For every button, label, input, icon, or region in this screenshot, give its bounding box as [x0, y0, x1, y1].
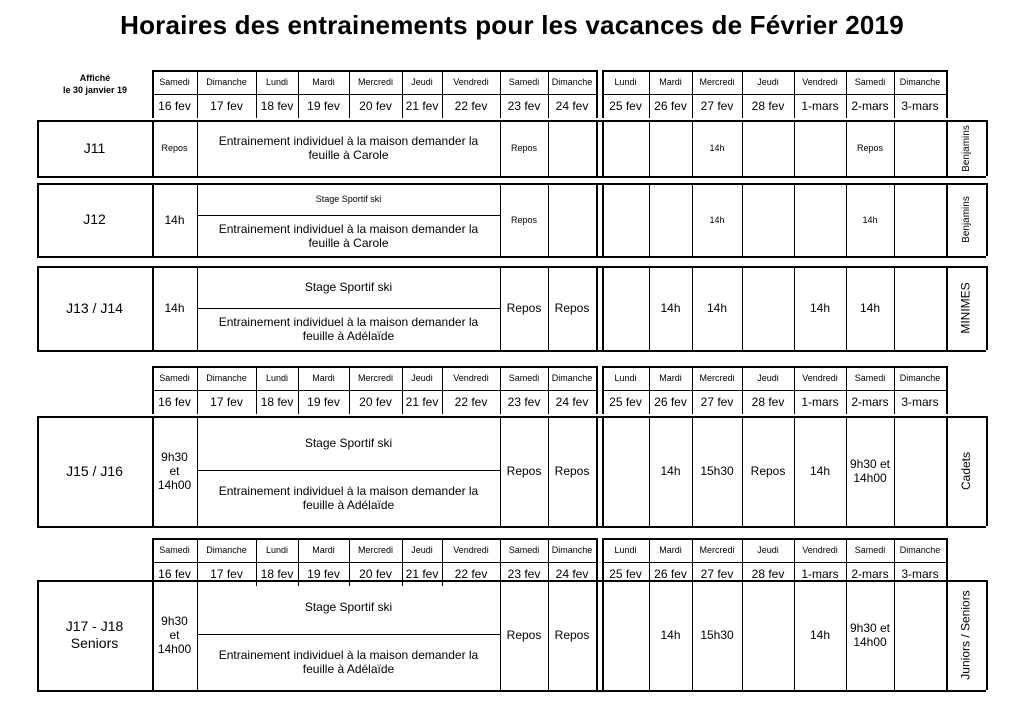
cell-time: 14h [859, 301, 881, 315]
date-header: 19 fev [307, 567, 340, 581]
grid-hline [37, 526, 986, 528]
grid-vline [692, 366, 693, 414]
category-label: Benjamins [960, 196, 972, 243]
home-training: Entrainement individuel à la maison demander la feuille à Carole [218, 134, 479, 162]
cell-repos: Repos [161, 143, 188, 153]
day-header: Mardi [659, 545, 682, 555]
grid-vline [596, 580, 598, 690]
grid-vline [596, 183, 598, 256]
date-header: 17 fev [210, 567, 243, 581]
cell-time: 14h [706, 301, 728, 315]
grid-hline [37, 690, 986, 692]
cell-time: 14h [660, 301, 681, 315]
date-header: 28 fev [751, 395, 785, 409]
ski-camp: Stage Sportif ski [304, 280, 393, 294]
grid-vline [742, 266, 743, 350]
day-header: Samedi [508, 545, 540, 555]
day-header: Vendredi [453, 545, 489, 555]
grid-vline [846, 70, 847, 118]
day-header: Samedi [854, 545, 886, 555]
grid-vline [152, 538, 154, 586]
date-header: 17 fev [210, 99, 243, 113]
grid-vline [986, 416, 988, 526]
grid-vline [602, 266, 604, 350]
date-header: 23 fev [507, 567, 541, 581]
grid-vline [442, 366, 443, 414]
grid-vline [894, 183, 895, 256]
date-header: 19 fev [307, 99, 340, 113]
cell-time: 14h [709, 143, 725, 153]
day-header: Mercredi [699, 77, 735, 87]
date-header: 25 fev [609, 99, 642, 113]
grid-vline [442, 70, 443, 118]
grid-vline [596, 70, 598, 118]
cell-repos: Repos [750, 464, 786, 478]
grid-vline [298, 538, 299, 586]
day-header: Lundi [614, 77, 637, 87]
day-header: Mercredi [357, 373, 393, 383]
team-label: J17 - J18 Seniors [65, 618, 124, 651]
page-title: Horaires des entrainements pour les vacances de Février 2019 [120, 10, 904, 40]
cell-repos: Repos [506, 301, 542, 315]
date-header: 22 fev [454, 567, 488, 581]
date-header: 19 fev [307, 395, 340, 409]
grid-vline [256, 538, 257, 586]
date-header: 22 fev [454, 99, 488, 113]
cell-repos: Repos [510, 143, 537, 153]
grid-vline [692, 70, 693, 118]
category-label: Benjamins [960, 124, 972, 172]
day-header: Samedi [508, 77, 540, 87]
date-header: 22 fev [454, 395, 488, 409]
grid-vline [349, 366, 350, 414]
grid-vline [894, 266, 895, 350]
grid-vline [596, 266, 598, 350]
cell-time: 14h [164, 301, 185, 315]
date-header: 23 fev [507, 99, 541, 113]
grid-vline [946, 366, 948, 414]
grid-vline [794, 538, 795, 586]
grid-vline [894, 416, 895, 526]
day-header: Samedi [159, 373, 190, 383]
grid-vline [602, 70, 604, 118]
grid-vline [794, 183, 795, 256]
date-header: 28 fev [751, 567, 785, 581]
date-header: 17 fev [210, 395, 243, 409]
grid-vline [500, 538, 501, 586]
grid-vline [742, 538, 743, 586]
day-header: Samedi [854, 77, 886, 87]
grid-vline [500, 366, 501, 414]
cell-time: 9h30 et 14h00 [157, 450, 192, 492]
day-header: Mardi [659, 77, 682, 87]
cell-time: 14h [660, 464, 681, 478]
grid-vline [742, 580, 743, 690]
day-header: Lundi [265, 373, 289, 383]
grid-vline [946, 70, 948, 118]
cell-time: 15h30 [700, 464, 734, 478]
date-header: 18 fev [260, 567, 294, 581]
day-header: Lundi [265, 77, 289, 87]
grid-vline [402, 538, 403, 586]
day-header: Vendredi [453, 77, 489, 87]
day-header: Vendredi [802, 545, 838, 555]
day-header: Jeudi [411, 545, 433, 555]
home-training: Entrainement individuel à la maison demander la feuille à Adélaïde [218, 648, 479, 676]
grid-vline [846, 366, 847, 414]
day-header: Mercredi [357, 545, 393, 555]
day-header: Dimanche [899, 77, 941, 87]
category-label: MINIMES [959, 282, 973, 334]
date-header: 2-mars [851, 395, 889, 409]
date-header: 3-mars [901, 99, 939, 113]
grid-vline [197, 70, 198, 118]
grid-vline [298, 70, 299, 118]
day-header: Lundi [265, 545, 289, 555]
cell-repos: Repos [506, 464, 542, 478]
cell-time: 14h [809, 628, 831, 642]
grid-vline [602, 120, 604, 176]
day-header: Samedi [159, 77, 190, 87]
cell-time: 15h30 [700, 628, 734, 642]
day-header: Mardi [659, 373, 682, 383]
grid-vline [986, 266, 988, 350]
date-header: 16 fev [158, 99, 191, 113]
cell-repos: Repos [554, 628, 590, 642]
cell-repos: Repos [554, 464, 590, 478]
date-header: 20 fev [359, 567, 392, 581]
day-header: Jeudi [411, 77, 433, 87]
cell-time: 14h [809, 301, 831, 315]
grid-vline [649, 120, 650, 176]
day-header: Mercredi [699, 545, 735, 555]
grid-vline [602, 183, 604, 256]
grid-vline [742, 120, 743, 176]
day-header: Samedi [159, 545, 190, 555]
team-label: J11 [83, 139, 106, 156]
ski-camp: Stage Sportif ski [304, 436, 393, 450]
day-header: Mercredi [699, 373, 735, 383]
date-header: 21 fev [405, 395, 439, 409]
grid-vline [152, 70, 154, 118]
grid-vline [794, 70, 795, 118]
grid-vline [894, 120, 895, 176]
grid-vline [602, 416, 604, 526]
date-header: 3-mars [901, 567, 939, 581]
day-header: Dimanche [551, 77, 593, 87]
grid-vline [794, 120, 795, 176]
grid-vline [197, 366, 198, 414]
grid-vline [548, 183, 549, 256]
cell-time: 14h [709, 214, 725, 225]
grid-vline [986, 183, 988, 256]
home-training: Entrainement individuel à la maison demander la feuille à Adélaïde [218, 315, 479, 343]
date-header: 18 fev [260, 99, 294, 113]
grid-vline [742, 70, 743, 118]
category-label: Cadets [959, 451, 973, 491]
date-header: 16 fev [158, 395, 191, 409]
grid-vline [596, 120, 598, 176]
date-header: 28 fev [751, 99, 785, 113]
ski-camp: Stage Sportif ski [315, 194, 382, 204]
date-header: 25 fev [609, 395, 642, 409]
grid-vline [649, 538, 650, 586]
home-training: Entrainement individuel à la maison demander la feuille à Carole [218, 221, 479, 250]
grid-vline [500, 70, 501, 118]
day-header: Lundi [614, 373, 637, 383]
grid-vline [548, 120, 549, 176]
day-header: Mardi [312, 545, 335, 555]
date-header: 26 fev [654, 99, 687, 113]
day-header: Dimanche [206, 77, 247, 87]
grid-vline [742, 183, 743, 256]
date-header: 24 fev [555, 567, 589, 581]
grid-vline [649, 366, 650, 414]
grid-vline [548, 538, 549, 586]
date-header: 21 fev [405, 99, 439, 113]
day-header: Lundi [614, 545, 637, 555]
day-header: Jeudi [757, 373, 779, 383]
grid-vline [602, 580, 604, 690]
grid-vline [649, 183, 650, 256]
ski-camp: Stage Sportif ski [304, 600, 393, 614]
grid-vline [197, 538, 198, 586]
day-header: Jeudi [757, 77, 779, 87]
date-header: 21 fev [405, 567, 439, 581]
date-header: 3-mars [901, 395, 939, 409]
date-header: 18 fev [260, 395, 294, 409]
category-label: Juniors / Seniors [959, 590, 973, 680]
grid-vline [442, 538, 443, 586]
grid-vline [602, 366, 604, 414]
date-header: 26 fev [654, 567, 687, 581]
grid-hline [37, 350, 986, 352]
day-header: Dimanche [551, 373, 593, 383]
date-header: 2-mars [851, 567, 889, 581]
day-header: Dimanche [206, 373, 247, 383]
grid-vline [894, 366, 895, 414]
grid-hline [37, 176, 986, 178]
day-header: Jeudi [411, 373, 433, 383]
cell-time: 14h [809, 464, 831, 478]
grid-vline [596, 416, 598, 526]
day-header: Dimanche [899, 373, 941, 383]
grid-vline [692, 538, 693, 586]
team-label: J12 [83, 211, 106, 227]
date-header: 27 fev [700, 567, 734, 581]
grid-vline [548, 366, 549, 414]
date-header: 27 fev [700, 395, 734, 409]
grid-vline [894, 538, 895, 586]
date-header: 20 fev [359, 99, 392, 113]
day-header: Dimanche [206, 545, 247, 555]
grid-vline [742, 366, 743, 414]
grid-vline [548, 70, 549, 118]
grid-vline [649, 70, 650, 118]
grid-vline [256, 70, 257, 118]
team-label: J13 / J14 [66, 299, 123, 316]
date-header: 1-mars [801, 395, 839, 409]
date-header: 27 fev [700, 99, 734, 113]
cell-repos: Repos [510, 214, 537, 225]
date-header: 26 fev [654, 395, 687, 409]
grid-vline [794, 366, 795, 414]
grid-vline [402, 70, 403, 118]
day-header: Vendredi [802, 373, 838, 383]
grid-vline [846, 538, 847, 586]
cell-time: 9h30 et 14h00 [849, 457, 891, 485]
day-header: Vendredi [453, 373, 489, 383]
date-header: 16 fev [158, 567, 191, 581]
grid-hline [37, 256, 986, 258]
day-header: Samedi [854, 373, 886, 383]
grid-vline [402, 366, 403, 414]
date-header: 20 fev [359, 395, 392, 409]
team-label: J15 / J16 [66, 462, 123, 479]
cell-time: 14h [164, 212, 185, 227]
date-header: 25 fev [609, 567, 642, 581]
cell-time: 14h [862, 214, 878, 225]
date-header: 24 fev [555, 99, 589, 113]
cell-time: 9h30 et 14h00 [157, 614, 192, 656]
grid-vline [596, 538, 598, 586]
grid-vline [298, 366, 299, 414]
date-header: 23 fev [507, 395, 541, 409]
grid-vline [986, 120, 988, 176]
day-header: Jeudi [757, 545, 779, 555]
grid-vline [152, 366, 154, 414]
date-header: 1-mars [801, 567, 839, 581]
grid-vline [894, 70, 895, 118]
cell-time: 14h [660, 628, 681, 642]
grid-vline [596, 366, 598, 414]
day-header: Samedi [508, 373, 540, 383]
day-header: Mardi [312, 77, 335, 87]
grid-vline [986, 580, 988, 690]
day-header: Mercredi [357, 77, 393, 87]
grid-vline [349, 70, 350, 118]
cell-repos: Repos [506, 628, 542, 642]
day-header: Mardi [312, 373, 335, 383]
grid-vline [894, 580, 895, 690]
date-header: 1-mars [801, 99, 839, 113]
day-header: Vendredi [802, 77, 838, 87]
day-header: Dimanche [551, 545, 593, 555]
cell-time: 9h30 et 14h00 [849, 621, 891, 649]
day-header: Dimanche [899, 545, 941, 555]
home-training: Entrainement individuel à la maison demander la feuille à Adélaïde [218, 484, 479, 512]
date-header: 24 fev [555, 395, 589, 409]
grid-vline [349, 538, 350, 586]
cell-repos: Repos [554, 301, 590, 315]
cell-repos: Repos [856, 143, 883, 153]
grid-vline [602, 538, 604, 586]
posted-date: Affiché le 30 janvier 19 [62, 73, 128, 95]
date-header: 2-mars [851, 99, 889, 113]
grid-vline [946, 538, 948, 586]
grid-vline [256, 366, 257, 414]
